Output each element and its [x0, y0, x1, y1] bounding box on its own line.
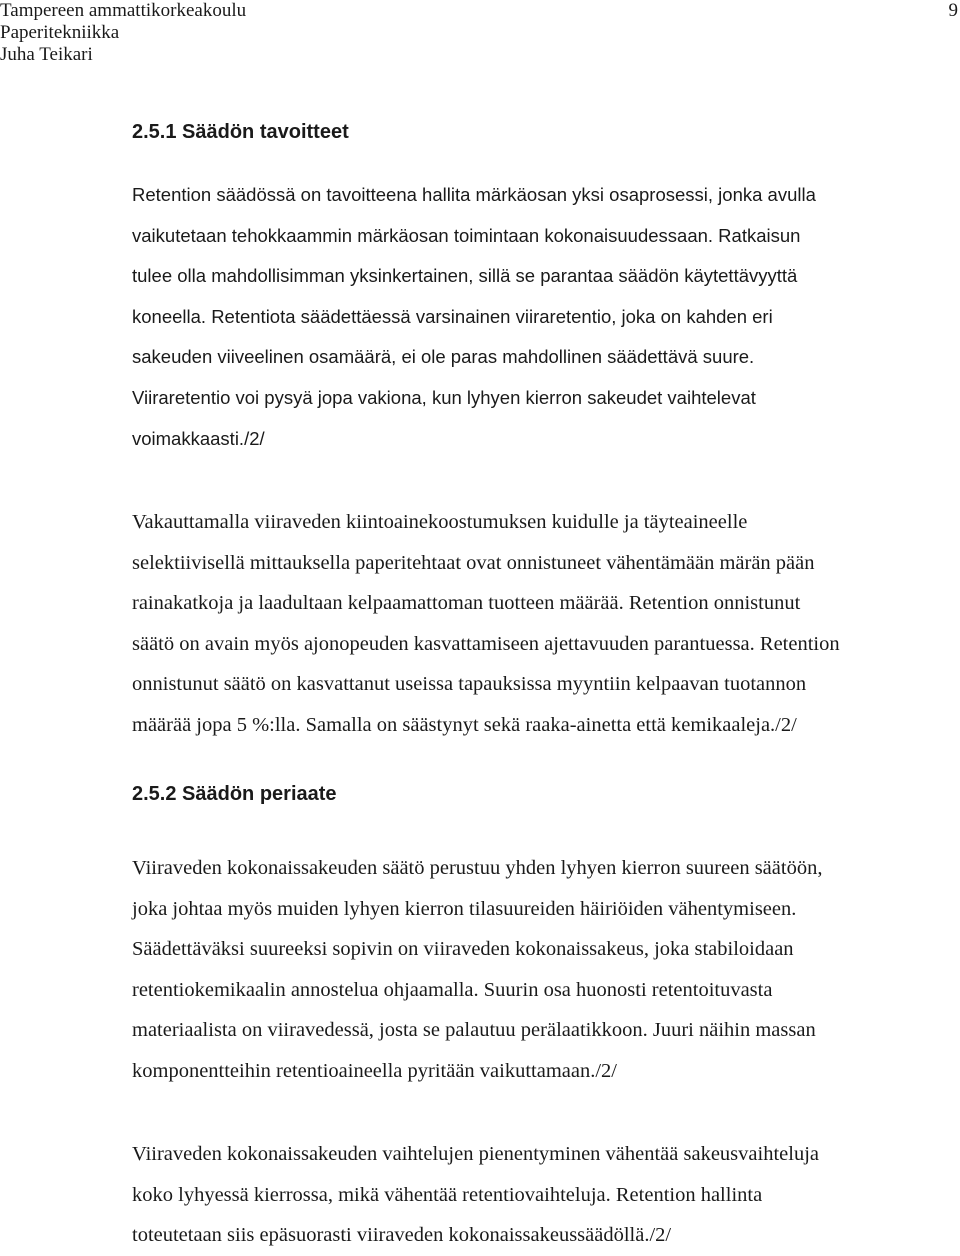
- paragraph-goals-1: [132, 175, 960, 459]
- text-line: Säädettäväksi suureeksi sopivin on viiraveden kokonaissakeus, joka stabiloidaan: [132, 938, 794, 961]
- paragraph-principle-2: [132, 1134, 960, 1256]
- paragraph-goals-2: [132, 502, 960, 746]
- text-line: selektiivisellä mittauksella paperitehtaat ovat onnistuneet vähentämään märän pään: [132, 551, 815, 574]
- text-line: joka johtaa myös muiden lyhyen kierron tilasuureiden häiriöiden vähentymiseen.: [132, 897, 797, 920]
- text-line: onnistunut säätö on kasvattanut useissa tapauksissa myyntiin kelpaavan tuotannon: [132, 673, 807, 696]
- text-line: Viiraveden kokonaissakeuden vaihtelujen pienentyminen vähentää sakeusvaihteluja: [132, 1143, 819, 1165]
- text-line: vaikutetaan tehokkaammin märkäosan toimintaan kokonaisuudessaan. Ratkaisun: [132, 224, 801, 246]
- paragraph-principle-1: [132, 848, 960, 1092]
- header-author: Juha Teikari: [0, 44, 93, 65]
- text-line: sakeuden viiveelinen osamäärä, ei ole paras mahdollinen säädettävä suure.: [132, 346, 755, 368]
- text-line: toteutetaan siis epäsuorasti viiraveden kokonaissakeussäädöllä./2/: [132, 1224, 672, 1247]
- text-line: Viiraveden kokonaissakeuden säätö perustuu yhden lyhyen kierron suureen säätöön,: [132, 857, 823, 879]
- text-line: tulee olla mahdollisimman yksinkertainen, sillä se parantaa säädön käytettävyyttä: [132, 265, 798, 287]
- text-line: määrää jopa 5 %:lla. Samalla on säästynyt sekä raaka-ainetta että kemikaaleja./2/: [132, 713, 797, 736]
- text-line: säätö on avain myös ajonopeuden kasvattamiseen ajettavuuden parantuessa. Retention: [132, 632, 840, 655]
- text-line: Vakauttamalla viiraveden kiintoainekoostumuksen kuidulle ja täyteaineelle: [132, 511, 748, 533]
- text-line: voimakkaasti./2/: [132, 427, 265, 449]
- text-line: Retention säädössä on tavoitteena hallita märkäosan yksi osaprosessi, jonka avulla: [132, 184, 816, 205]
- text-line: Viiraretentio voi pysyä jopa vakiona, kun lyhyen kierron sakeudet vaihtelevat: [132, 386, 756, 408]
- text-line: retentiokemikaalin annostelua ohjaamalla. Suurin osa huonosti retentoituvasta: [132, 978, 773, 1001]
- text-line: materiaalista on viiravedessä, josta se palautuu perälaatikkoon. Juuri näihin massan: [132, 1019, 816, 1042]
- page-number: 9: [948, 0, 958, 21]
- text-line: koneella. Retentiota säädettäessä varsinainen viiraretentio, joka on kahden eri: [132, 305, 773, 327]
- text-line: rainakatkoja ja laadultaan kelpaamattoman tuotteen määrää. Retention onnistunut: [132, 592, 801, 615]
- section-heading-2-5-1: 2.5.1 Säädön tavoitteet: [132, 121, 349, 143]
- section-heading-2-5-2: 2.5.2 Säädön periaate: [132, 783, 337, 805]
- header-school: Tampereen ammattikorkeakoulu: [0, 0, 247, 21]
- header-department: Paperitekniikka: [0, 22, 120, 43]
- page-header: [0, 0, 960, 66]
- text-line: koko lyhyessä kierrossa, mikä vähentää retentiovaihteluja. Retention hallinta: [132, 1183, 763, 1206]
- text-line: komponentteihin retentioaineella pyritään vaikuttamaan./2/: [132, 1059, 618, 1082]
